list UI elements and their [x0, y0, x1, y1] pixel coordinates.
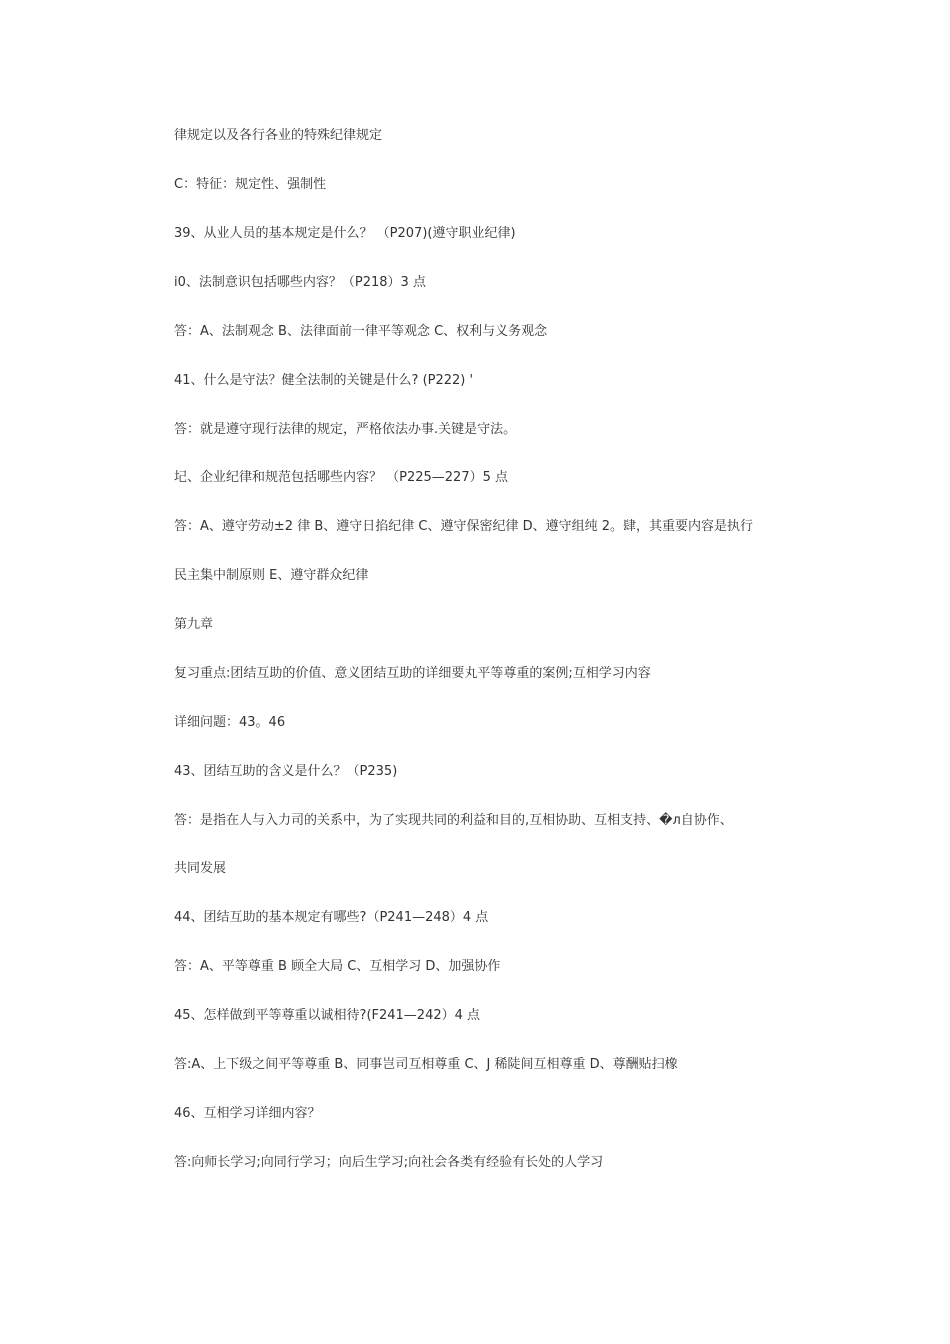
text-line-14: 43、团结互助的含义是什么？（P235) [174, 764, 398, 779]
text-line-16: 共同发展 [174, 861, 227, 876]
text-line-21: 46、互相学习详细内容？ [174, 1106, 321, 1121]
text-line-8: 圮、企业纪律和规范包括哪些内容？ （P225—227）5 点 [174, 470, 509, 485]
text-line-20: 答:A、上下级之间平等尊重 B、同事岂司互相尊重 C、J 稀陡间互相尊重 D、尊酬贴扫橡 [174, 1057, 678, 1072]
text-line-3: 39、从业人员的基本规定是什么？ （P207)(遵守职业纪律) [174, 226, 516, 241]
text-line-4: i0、法制意识包括哪些内容？（P218）3 点 [174, 275, 426, 290]
text-line-13: 详细问题：43。46 [174, 715, 286, 730]
text-line-22: 答:向师长学习;向同行学习；向后生学习;向社会各类有经验有长处的人学习 [174, 1155, 604, 1170]
text-line-15: 答：是指在人与入力司的关系中，为了实现共同的利益和目的,互相协助、互相支持、�л自协作、 [174, 813, 733, 828]
text-line-17: 44、团结互助的基本规定有哪些?（P241—248）4 点 [174, 910, 489, 925]
text-line-18: 答：A、平等尊重 B 顾全大局 C、互相学习 D、加强协作 [174, 959, 501, 974]
text-line-19: 45、怎样做到平等尊重以诚相待?(F241—242）4 点 [174, 1008, 481, 1023]
text-line-1: 律规定以及各行各业的特殊纪律规定 [174, 128, 383, 143]
text-line-5: 答：A、法制观念 B、法律面前一律平等观念 C、权利与义务观念 [174, 324, 548, 339]
text-line-7: 答：就是遵守现行法律的规定，严格依法办事.关键是守法。 [174, 422, 517, 437]
text-line-10: 民主集中制原则 E、遵守群众纪律 [174, 568, 369, 583]
text-line-6: 41、什么是守法？健全法制的关键是什么? (P222) ' [174, 373, 474, 388]
chapter-heading: 第九章 [174, 617, 214, 632]
text-line-12: 复习重点:团结互助的价值、意义团结互助的详细要丸平等尊重的案例;互相学习内容 [174, 666, 651, 681]
text-line-9: 答：A、遵守劳动±2 律 B、遵守日掐纪律 C、遵守保密纪律 D、遵守组纯 2。肆，其重要内容是执行 [174, 519, 753, 534]
text-line-2: C：特征：规定性、强制性 [174, 177, 327, 192]
